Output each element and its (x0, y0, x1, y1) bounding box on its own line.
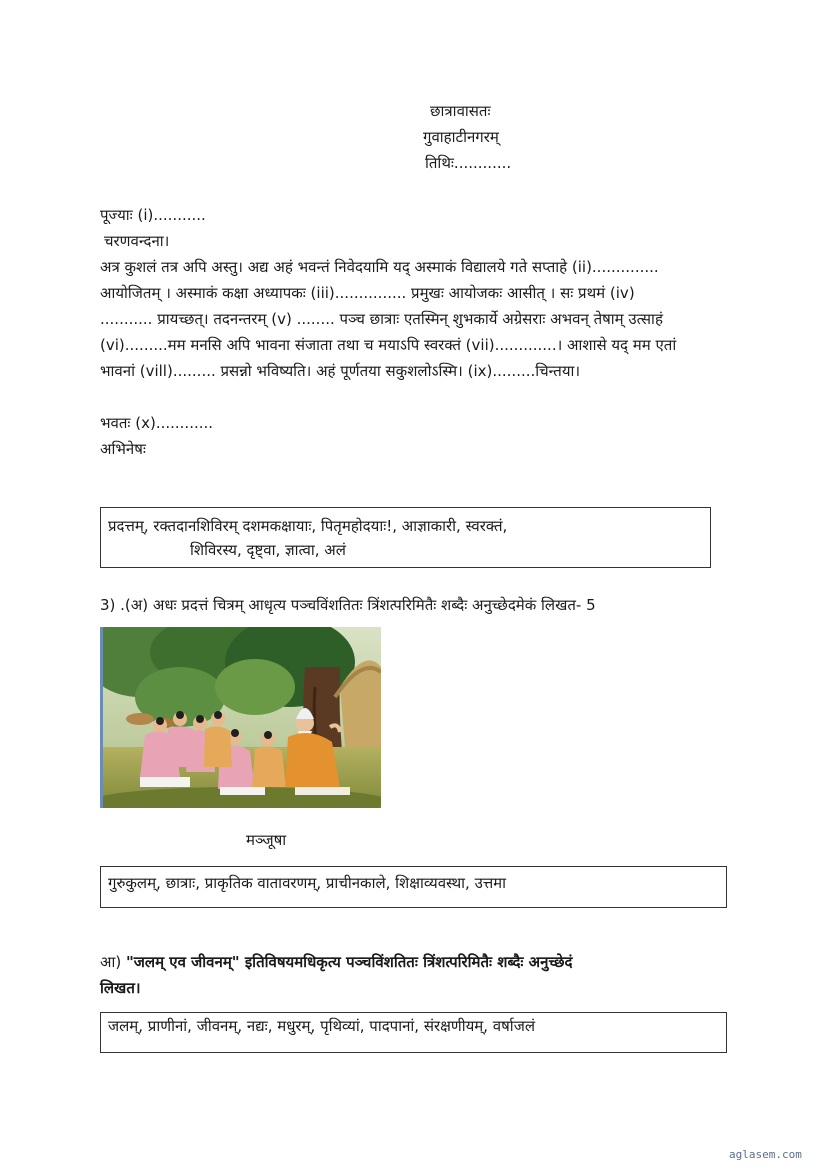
manjusha-words: गुरुकुलम्, छात्राः, प्राकृतिक वातावरणम्, प्राचीनकाले, शिक्षाव्यवस्था, उत्तमा (108, 874, 507, 892)
question-3b-text: "जलम् एव जीवनम्" इतिविषयमधिकृत्य पञ्चविंशतितः त्रिंशत्परिमितैः शब्दैः अनुच्छेदं (125, 953, 573, 971)
greeting: चरणवन्दना। (104, 232, 170, 250)
signature: अभिनेषः (100, 440, 146, 458)
address-city: गुवाहाटीनगरम् (423, 128, 499, 146)
question-3b-prefix: आ) (100, 953, 122, 971)
closing: भवतः (x)............ (100, 414, 214, 432)
address-hostel: छात्रावासतः (430, 102, 491, 120)
address-date: तिथिः............ (425, 154, 512, 172)
gurukul-scene-image (100, 627, 381, 808)
question-3b-line1 (100, 949, 572, 975)
letter-line-1: अत्र कुशलं तत्र अपि अस्तु। अद्य अहं भवन्तं निवेदयामि यद् अस्माकं विद्यालये गते सप्ताहे (ii).............. (100, 258, 659, 276)
letter-line-3: ........... प्रायच्छत्। तदनन्तरम् (v) ........ पञ्च छात्राः एतस्मिन् शुभकार्ये अग्रेसराः अभवन् तेषाम् उत्साहं (100, 310, 663, 328)
word-box-letter-line1: प्रदत्तम्, रक्तदानशिविरम् दशमकक्षायाः, पितृमहोदयाः!, आज्ञाकारी, स्वरक्तं, (108, 517, 508, 535)
letter-line-2: आयोजितम् । अस्माकं कक्षा अध्यापकः (iii)............... प्रमुखः आयोजकः आसीत् । सः प्रथमं (iv) (100, 284, 635, 302)
letter-line-5: भावनां (vill)......... प्रसन्नो भविष्यति। अहं पूर्णतया सकुशलोऽस्मि। (ix).........चिन्तया। (100, 362, 581, 380)
letter-line-4: (vi).........मम मनसि अपि भावना संजाता तथा च मयाऽपि स्वरक्तं (vii).............। आशासे यद् मम एतां (100, 336, 677, 354)
footer-watermark[interactable]: aglasem.com (729, 1148, 802, 1161)
salutation: पूज्याः (i)........... (100, 206, 206, 224)
manjusha-label: मञ्जूषा (246, 831, 287, 849)
question-3a: 3) .(अ) अधः प्रदत्तं चित्रम् आधृत्य पञ्चविंशतितः त्रिंशत्परिमितैः शब्दैः अनुच्छेदमेकं लिखत- 5 (100, 596, 596, 614)
question-3b-line2: लिखत। (100, 979, 141, 997)
water-words: जलम्, प्राणीनां, जीवनम्, नद्यः, मधुरम्, पृथिव्यां, पादपानां, संरक्षणीयम्, वर्षाजलं (108, 1017, 535, 1035)
word-box-letter-line2: शिविरस्य, दृष्ट्वा, ज्ञात्वा, अलं (190, 541, 346, 559)
